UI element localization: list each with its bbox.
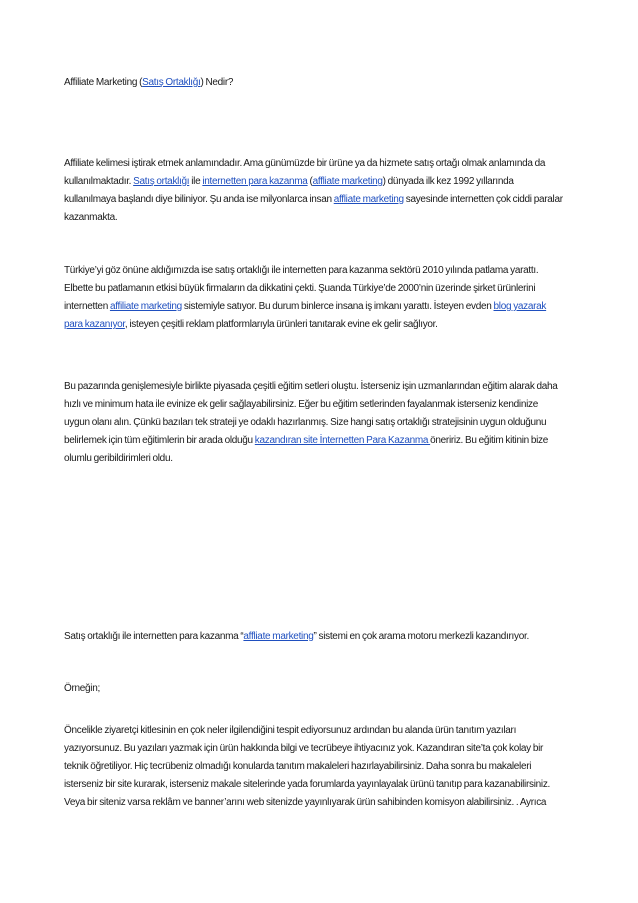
link-blog-yazarak-para-kazaniyor[interactable]: blog yazarak para kazanıyor [64, 301, 547, 330]
paragraph-text: Öncelikle ziyaretçi kitlesinin en çok neler ilgilendiğini tespit ediyorsunuz ardından bu alanda ürün tanıtım yazıları yazıyorsunuz. Bu yazıları yazmak için ürün hakkında bilgi ve tecrübeye ihtiyacınız yok. Kazandıran site’ta çok kolay bir teknik öğretiliyor. Hiç tecrübeniz olmadığı konularda tanıtım makaleleri hazırlayabilirsiniz. Daha sonra bu makaleleri isterseniz bir site kurarak, isterseniz makale sitelerinde yada forumlarda yayınlayalak ürünü tanıtıp para kazanabilirsiniz. Veya bir siteniz varsa reklâm ve banner’arını web sitenizde yayınlıyarak ürün sahibinden komisyon alabilirsiniz. . Ayrıca [64, 725, 550, 808]
link-affliate-marketing-2[interactable]: affliate marketing [333, 194, 404, 205]
paragraph-text: ) dünyada ilk kez 1992 yıllarında kullanılmaya başlandı diye biliniyor. Şu anda ise milyonlarca insan [64, 176, 514, 205]
paragraph-text: öneririz. Bu eğitim kitinin bize olumlu geribildirimleri oldu. [64, 435, 549, 464]
link-affliate-marketing-3[interactable]: affliate marketing [243, 631, 314, 642]
title-text: Affiliate Marketing ( [64, 77, 143, 88]
article-title [64, 74, 564, 92]
link-kazandiran-site[interactable]: kazandıran site İnternetten Para Kazanma [254, 435, 431, 446]
paragraph-search-engine [64, 628, 564, 646]
link-internetten-para-kazanma[interactable]: internetten para kazanma [202, 176, 308, 187]
paragraph-method [64, 722, 564, 812]
link-affliate-marketing[interactable]: affliate marketing [312, 176, 383, 187]
paragraph-text: Affiliate kelimesi iştirak etmek anlamındadır. Ama günümüzde bir ürüne ya da hizmete satış ortağı olmak anlamında da kullanılmaktadır. [64, 158, 546, 187]
paragraph-example-label [64, 680, 564, 698]
title-text-end: ) Nedir? [200, 77, 234, 88]
title-link-satis-ortakligi[interactable]: Satış Ortaklığı [142, 77, 201, 88]
paragraph-intro [64, 155, 564, 227]
paragraph-text: ( [307, 176, 313, 187]
paragraph-text: , isteyen çeşitli reklam platformlarıyla ürünleri tanıtarak evine ek gelir sağlıyor. [124, 319, 438, 330]
paragraph-text: Türkiye’yi göz önüne aldığımızda ise satış ortaklığı ile internetten para kazanma sektörü 2010 yılında patlama yarattı. Elbette bu patlamanın etkisi büyük firmaların da dikkatini çekti. Şuanda Türkiye’de 2000’nin üzerinde şirket ürünlerini internetten [64, 265, 539, 312]
paragraph-text: Satış ortaklığı ile internetten para kazanma “ [64, 631, 244, 642]
link-satis-ortakligi[interactable]: Satış ortaklığı [133, 176, 190, 187]
paragraph-text: Örneğin; [64, 683, 100, 694]
paragraph-text: Bu pazarında genişlemesiyle birlikte piyasada çeşitli eğitim setleri oluştu. İsterseniz işin uzmanlarından eğitim alarak daha hızlı ve minimum hata ile evinize ek gelir sağlayabilirsiniz. Eğer bu eğitim setlerinden fayalanmak isterseniz kendinize uygun olanı alın. Çünkü bazıları tek strateji ye odaklı hazırlanmış. Size hangi satış ortaklığı stratejisinin uygun olduğunu belirlemek için tüm eğitimlerin bir arada olduğu [64, 381, 558, 446]
paragraph-turkey [64, 262, 564, 334]
paragraph-text: sayesinde internetten çok ciddi paralar kazanmakta. [64, 194, 563, 223]
paragraph-text: sistemiyle satıyor. Bu durum binlerce insana iş imkanı yarattı. İsteyen evden [181, 301, 494, 312]
paragraph-education [64, 378, 564, 468]
paragraph-text: ile [189, 176, 203, 187]
paragraph-text: ” sistemi en çok arama motoru merkezli kazandırıyor. [313, 631, 529, 642]
link-affiliate-marketing[interactable]: affiliate marketing [109, 301, 182, 312]
